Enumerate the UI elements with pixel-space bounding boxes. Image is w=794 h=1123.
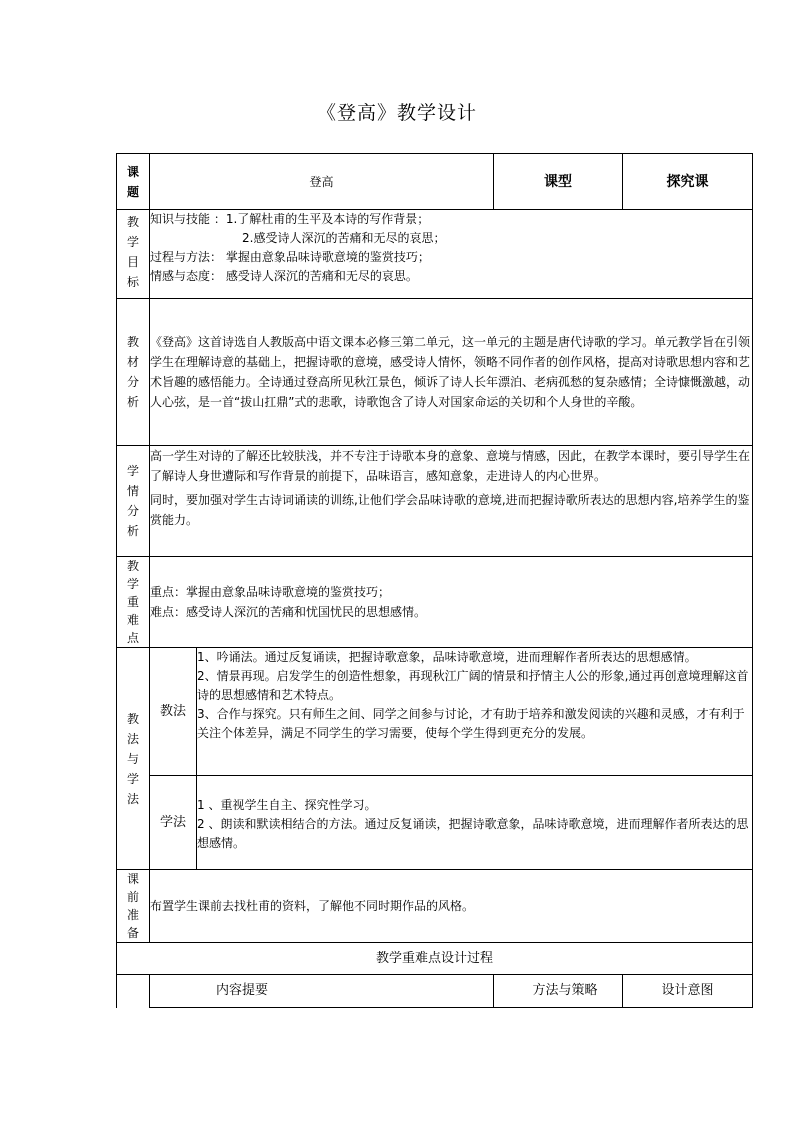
goals-content: 知识与技能 ：1.了解杜甫的生平及本诗的写作背景； 2.感受诗人深沉的苦痛和无尽的哀思； 过程与方法： 掌握由意象品味诗歌意境的鉴赏技巧； 情感与态度： 感受诗人深沉的苦痛和无尽的哀思。: [150, 210, 753, 299]
column-design-intent: 设计意图: [623, 975, 753, 1008]
preparation-content: 布置学生课前去找杜甫的资料，了解他不同时期作品的风格。: [150, 870, 753, 943]
teaching-method-label: 教法: [150, 648, 197, 776]
lesson-title: 登高: [150, 154, 494, 210]
topic-row: [117, 154, 753, 210]
process-columns-row: [117, 975, 753, 1008]
students-content: 高一学生对诗的了解还比较肤浅，并不专注于诗歌本身的意象、意境与情感，因此，在教学本课时，要引导学生在了解诗人身世遭际和写作背景的前提下，品味语言，感知意象，走进诗人的内心世界。 同时，要加强对学生古诗词诵读的训练,让他们学会品味诗歌的意境,进而把握诗歌所表达的思想内容,培养学生的鉴赏能力。: [150, 446, 753, 557]
goals-label: 教 学 目 标: [117, 210, 150, 299]
key-points-row: [117, 557, 753, 648]
students-row: [117, 446, 753, 557]
column-content-summary: 内容提要: [150, 975, 494, 1008]
lesson-type-value: 探究课: [623, 154, 753, 210]
key-points-content: 重点：掌握由意象品味诗歌意境的鉴赏技巧； 难点：感受诗人深沉的苦痛和忧国忧民的思想感情。: [150, 557, 753, 648]
topic-label: 课 题: [117, 154, 150, 210]
material-label: 教 材 分 析: [117, 299, 150, 446]
teaching-method-row: [117, 648, 753, 776]
methods-label: 教 法 与 学 法: [117, 648, 150, 870]
process-blank-cell: [117, 975, 150, 1008]
teaching-method-content: 1、吟诵法。通过反复诵读，把握诗歌意象，品味诗歌意境，进而理解作者所表达的思想感情。 2、情景再现。启发学生的创造性想象，再现秋江广阔的情景和抒情主人公的形象,通过再创意境理解这首诗的思想感情和艺术特点。 3、合作与探究。只有师生之间、同学之间参与讨论，才有助于培养和激发阅读的兴趣和灵感，才有利于关注个体差异，满足不同学生的学习需要，使每个学生得到更充分的发展。: [197, 648, 753, 776]
lesson-plan-table: [116, 153, 753, 1008]
process-heading-row: [117, 943, 753, 975]
learning-method-row: [117, 776, 753, 870]
key-points-label: 教 学 重 难 点: [117, 557, 150, 648]
students-label: 学 情 分 析: [117, 446, 150, 557]
preparation-label: 课 前 准 备: [117, 870, 150, 943]
column-method-strategy: 方法与策略: [494, 975, 623, 1008]
process-heading: 教学重难点设计过程: [117, 943, 753, 975]
material-content: 《登高》这首诗选自人教版高中语文课本必修三第二单元，这一单元的主题是唐代诗歌的学习。单元教学旨在引领学生在理解诗意的基础上，把握诗歌的意境，感受诗人情怀，领略不同作者的创作风格，提高对诗歌思想内容和艺术旨趣的感悟能力。全诗通过登高所见秋江景色，倾诉了诗人长年漂泊、老病孤愁的复杂感情；全诗慷慨激越，动人心弦，是一首“拔山扛鼎”式的悲歌，诗歌饱含了诗人对国家命运的关切和个人身世的辛酸。: [150, 299, 753, 446]
goals-row: [117, 210, 753, 299]
preparation-row: [117, 870, 753, 943]
learning-method-content: 1 、重视学生自主、探究性学习。 2 、朗读和默读相结合的方法。通过反复诵读，把握诗歌意象，品味诗歌意境，进而理解作者所表达的思想感情。: [197, 776, 753, 870]
learning-method-label: 学法: [150, 776, 197, 870]
lesson-type-label: 课型: [494, 154, 623, 210]
document-title: 《登高》教学设计: [316, 102, 477, 124]
material-row: [117, 299, 753, 446]
